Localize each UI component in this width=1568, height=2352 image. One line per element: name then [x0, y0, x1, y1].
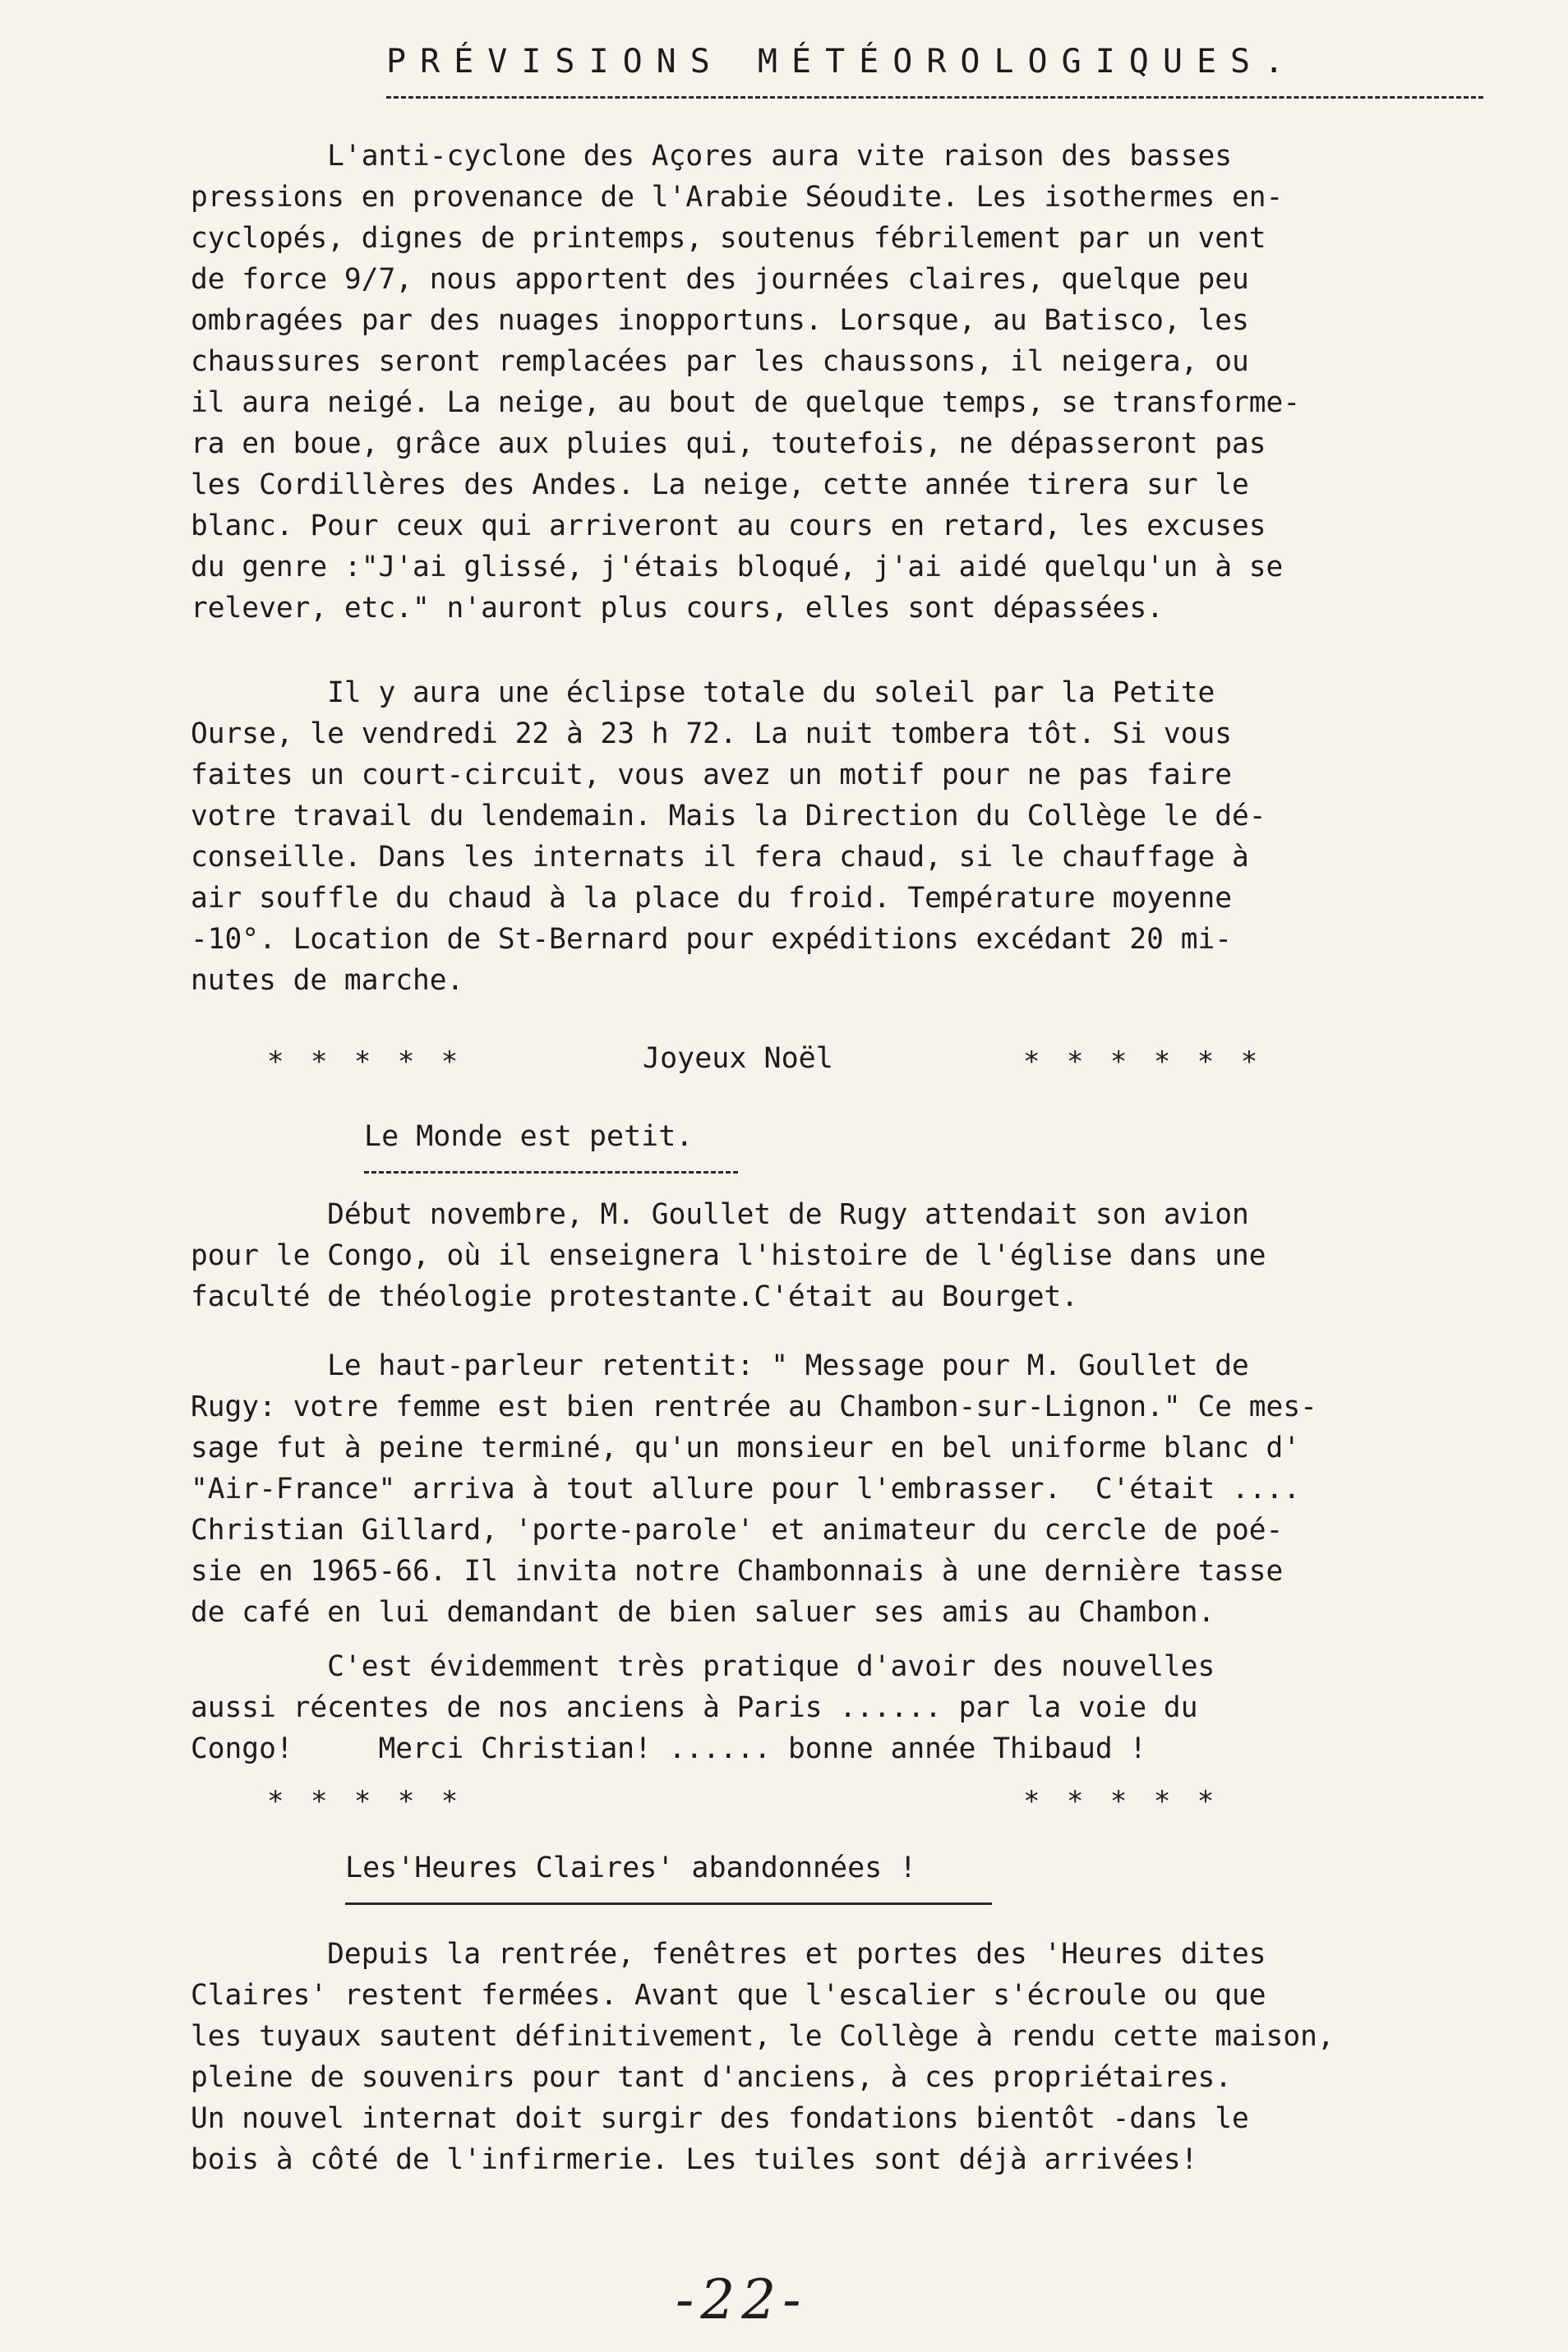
text-line: il aura neigé. La neige, au bout de quelque temps, se transforme-	[191, 386, 1301, 419]
title-underline	[386, 96, 1483, 99]
paragraph-weather-1	[191, 136, 1473, 629]
joyeux-noel-text: Joyeux Noël	[643, 1042, 833, 1075]
text-line: ra en boue, grâce aux pluies qui, toutefois, ne dépasseront pas	[191, 427, 1266, 460]
text-line: Début novembre, M. Goullet de Rugy attendait son avion	[191, 1198, 1249, 1231]
text-line: aussi récentes de nos anciens à Paris ...... par la voie du	[191, 1691, 1198, 1724]
text-line: nutes de marche.	[191, 964, 464, 997]
text-line: C'est évidemment très pratique d'avoir des nouvelles	[191, 1650, 1215, 1683]
text-line: Rugy: votre femme est bien rentrée au Chambon-sur-Lignon." Ce mes-	[191, 1390, 1317, 1423]
text-line: sie en 1965-66. Il invita notre Chambonnais à une dernière tasse	[191, 1555, 1284, 1588]
separator-stars-left: * * * * *	[267, 1045, 463, 1078]
text-line: de force 9/7, nous apportent des journées claires, quelque peu	[191, 263, 1249, 296]
text-line: Un nouvel internat doit surgir des fondations bientôt -dans le	[191, 2102, 1249, 2135]
text-line: pressions en provenance de l'Arabie Séoudite. Les isothermes en-	[191, 181, 1284, 214]
text-line: "Air-France" arriva à tout allure pour l'embrasser. C'était ....	[191, 1473, 1301, 1506]
text-line: Christian Gillard, 'porte-parole' et animateur du cercle de poé-	[191, 1514, 1284, 1547]
text-line: du genre :"J'ai glissé, j'étais bloqué, j'ai aidé quelqu'un à se	[191, 551, 1284, 583]
text-line: Le haut-parleur retentit: " Message pour M. Goullet de	[191, 1349, 1249, 1382]
text-line: chaussures seront remplacées par les chaussons, il neigera, ou	[191, 345, 1249, 378]
text-line: pleine de souvenirs pour tant d'anciens, à ces propriétaires.	[191, 2061, 1233, 2094]
text-line: cyclopés, dignes de printemps, soutenus fébrilement par un vent	[191, 222, 1266, 255]
text-line: ombragées par des nuages inopportuns. Lorsque, au Batisco, les	[191, 304, 1249, 337]
paragraph-weather-2	[191, 672, 1473, 1001]
text-line: de café en lui demandant de bien saluer ses amis au Chambon.	[191, 1596, 1215, 1629]
text-line: relever, etc." n'auront plus cours, elles sont dépassées.	[191, 592, 1164, 625]
text-line: Congo! Merci Christian! ...... bonne année Thibaud !	[191, 1732, 1147, 1765]
paragraph-monde-3	[191, 1646, 1473, 1769]
text-line: votre travail du lendemain. Mais la Direction du Collège le dé-	[191, 800, 1266, 832]
text-line: Depuis la rentrée, fenêtres et portes des 'Heures dites	[191, 1938, 1266, 1971]
heading-heures-claires: Les'Heures Claires' abandonnées !	[345, 1852, 917, 1884]
text-line: blanc. Pour ceux qui arriveront au cours en retard, les excuses	[191, 510, 1266, 542]
text-line: -10°. Location de St-Bernard pour expéditions excédant 20 mi-	[191, 923, 1233, 956]
text-line: pour le Congo, où il enseignera l'histoire de l'église dans une	[191, 1239, 1266, 1272]
heading-underline	[364, 1171, 738, 1174]
text-line: air souffle du chaud à la place du froid. Température moyenne	[191, 882, 1233, 915]
page-number: -22-	[676, 2268, 808, 2331]
paragraph-heures-claires	[191, 1934, 1473, 2180]
separator-stars-right-2: * * * * *	[1023, 1785, 1220, 1818]
text-line: bois à côté de l'infirmerie. Les tuiles sont déjà arrivées!	[191, 2143, 1198, 2176]
text-line: Ourse, le vendredi 22 à 23 h 72. La nuit tombera tôt. Si vous	[191, 717, 1233, 750]
text-line: conseille. Dans les internats il fera chaud, si le chauffage à	[191, 841, 1249, 874]
text-line: les tuyaux sautent définitivement, le Collège à rendu cette maison,	[191, 2020, 1335, 2053]
separator-stars-right: * * * * * *	[1023, 1045, 1263, 1078]
text-line: Il y aura une éclipse totale du soleil par la Petite	[191, 676, 1215, 709]
text-line: les Cordillères des Andes. La neige, cette année tirera sur le	[191, 468, 1249, 501]
separator-stars-left-2: * * * * *	[267, 1785, 463, 1818]
paragraph-monde-2	[191, 1345, 1473, 1633]
page-title: PRÉVISIONS MÉTÉOROLOGIQUES.	[386, 43, 1298, 81]
text-line: Claires' restent fermées. Avant que l'escalier s'écroule ou que	[191, 1979, 1266, 2012]
paragraph-monde-1	[191, 1194, 1473, 1317]
text-line: faites un court-circuit, vous avez un motif pour ne pas faire	[191, 759, 1233, 791]
heading-monde-est-petit: Le Monde est petit.	[364, 1120, 694, 1153]
text-line: sage fut à peine terminé, qu'un monsieur en bel uniforme blanc d'	[191, 1432, 1301, 1464]
text-line: faculté de théologie protestante.C'était au Bourget.	[191, 1280, 1079, 1313]
heading-underline-solid	[345, 1902, 992, 1905]
text-line: L'anti-cyclone des Açores aura vite raison des basses	[191, 140, 1233, 173]
